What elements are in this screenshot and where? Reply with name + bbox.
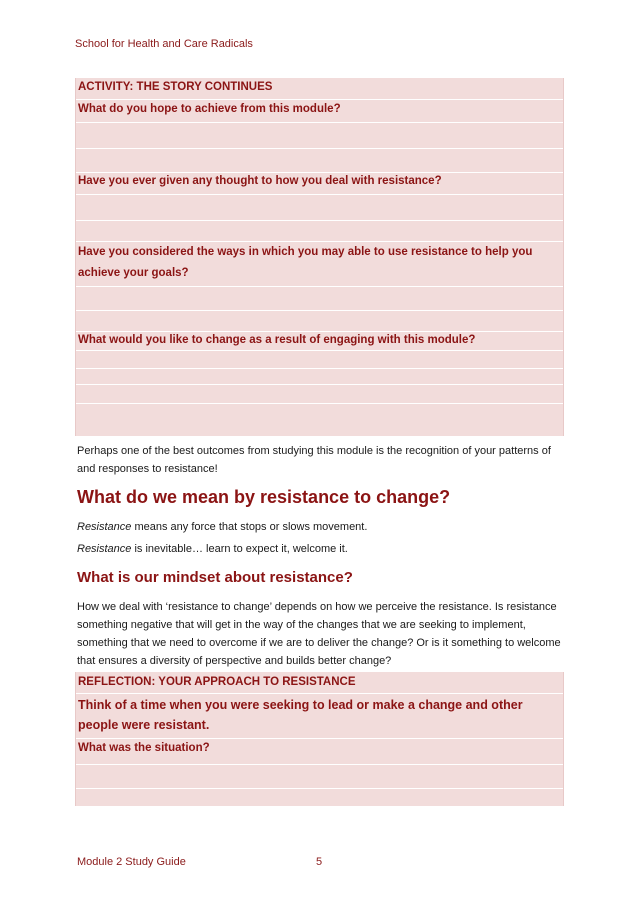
footer-title: Module 2 Study Guide [77, 856, 186, 868]
definition-text: is inevitable… learn to expect it, welcome it. [131, 543, 348, 555]
intro-paragraph: Perhaps one of the best outcomes from studying this module is the recognition of your patterns of and responses to resistance! [77, 445, 551, 475]
definition-line-1 [77, 518, 562, 536]
reflection-box [75, 672, 564, 806]
answer-row[interactable] [76, 148, 563, 149]
answer-row[interactable] [76, 788, 563, 789]
document-header: School for Health and Care Radicals [75, 38, 253, 50]
answer-row[interactable] [76, 350, 563, 351]
question-1: What do you hope to achieve from this module? [78, 103, 341, 115]
activity-box [75, 78, 564, 436]
term: Resistance [77, 521, 132, 533]
answer-row[interactable] [76, 368, 563, 369]
reflection-prompt: Think of a time when you were seeking to lead or make a change and other people were resistant. [78, 698, 523, 732]
answer-row[interactable] [76, 220, 563, 221]
answer-row[interactable] [76, 384, 563, 385]
answer-row[interactable] [76, 764, 563, 765]
answer-row[interactable] [76, 122, 563, 123]
mindset-paragraph: How we deal with ‘resistance to change’ depends on how we perceive the resistance. Is resistance something negative that will get in the way of the changes that we are seeking to implement, something that we need to overcome if we are to deliver the change? Or is it something to welcome that ensures a diversity of perspective and builds better change? [77, 601, 561, 667]
reflection-question: What was the situation? [78, 742, 210, 754]
page-number: 5 [316, 856, 323, 868]
question-4: What would you like to change as a result of engaging with this module? [78, 334, 476, 346]
answer-row[interactable] [76, 403, 563, 404]
table-row [76, 693, 563, 694]
term: Resistance [77, 543, 132, 555]
definition-line-2 [77, 540, 562, 558]
definition-text: means any force that stops or slows movement. [131, 521, 368, 533]
answer-row[interactable] [76, 310, 563, 311]
answer-row[interactable] [76, 286, 563, 287]
answer-row[interactable] [76, 194, 563, 195]
question-3: Have you considered the ways in which you may able to use resistance to help you achieve your goals? [78, 246, 533, 279]
activity-title: ACTIVITY: THE STORY CONTINUES [78, 81, 273, 93]
section-heading-mindset: What is our mindset about resistance? [77, 569, 353, 586]
reflection-title: REFLECTION: YOUR APPROACH TO RESISTANCE [78, 676, 356, 688]
question-2: Have you ever given any thought to how you deal with resistance? [78, 175, 442, 187]
section-heading-resistance: What do we mean by resistance to change? [77, 487, 451, 507]
